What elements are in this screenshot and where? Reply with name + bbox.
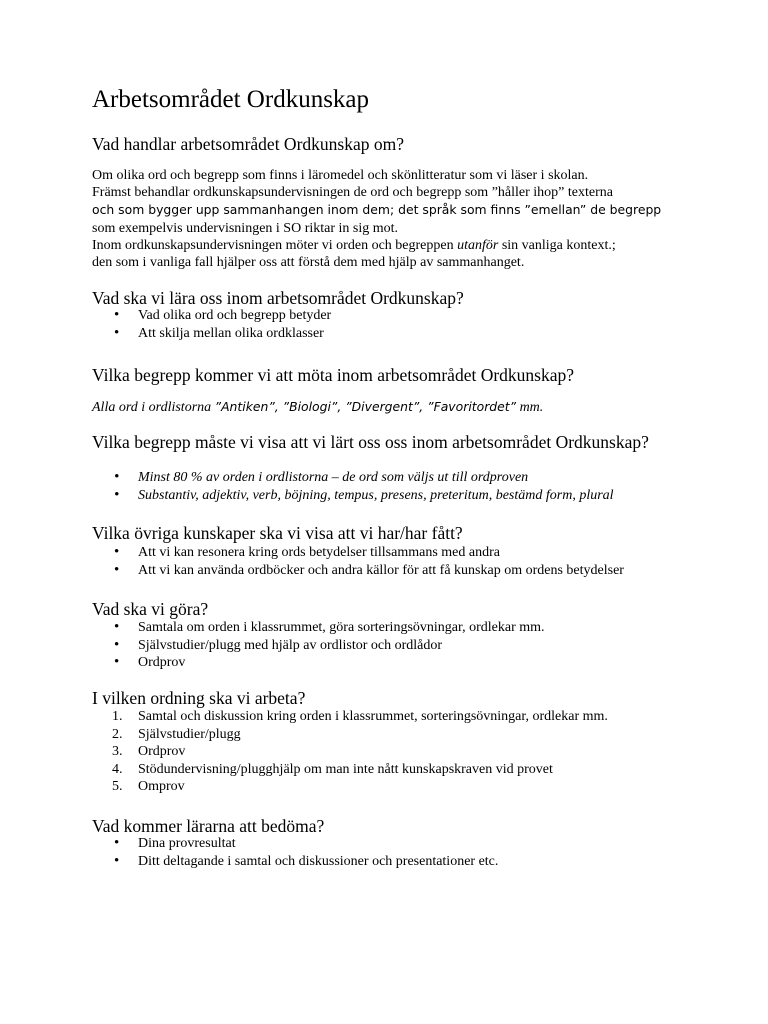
item-number: 2. bbox=[112, 726, 123, 742]
item-number: 1. bbox=[112, 709, 123, 724]
item-text: Omprov bbox=[138, 779, 185, 795]
item-text: Ordprov bbox=[138, 744, 186, 760]
list-item: • Att vi kan använda ordböcker och andra källor för att få kunskap om ordens betydelser bbox=[92, 562, 624, 580]
list-item bbox=[92, 778, 608, 796]
order-list bbox=[92, 708, 608, 796]
list-item: • Samtala om orden i klassrummet, göra sorteringsövningar, ordlekar mm. bbox=[92, 619, 545, 637]
list-item: • Ditt deltagande i samtal och diskussioner och presentationer etc. bbox=[92, 853, 498, 871]
list-item: • Ordprov bbox=[92, 654, 545, 672]
list-item bbox=[92, 726, 608, 744]
intro-line-5-emphasis: utanför bbox=[457, 237, 499, 253]
learn-list bbox=[92, 307, 331, 342]
item-text: Samtal och diskussion kring orden i klassrummet, sorteringsövningar, ordlekar mm. bbox=[138, 709, 608, 724]
meet-terms: ”Antiken”, ”Biologi”, ”Divergent”, ”Favoritordet” bbox=[214, 399, 517, 414]
meet-paragraph bbox=[92, 398, 543, 416]
skills-list bbox=[92, 544, 624, 579]
item-number: 5. bbox=[112, 779, 123, 795]
intro-paragraph bbox=[92, 167, 661, 271]
assess-heading: Vad kommer lärarna att bedöma? bbox=[92, 816, 325, 836]
learn-heading: Vad ska vi lära oss inom arbetsområdet Ordkunskap? bbox=[92, 288, 464, 308]
item-text: Stödundervisning/plugghjälp om man inte nått kunskapskraven vid provet bbox=[138, 761, 553, 777]
list-item: • Substantiv, adjektiv, verb, böjning, tempus, presens, preteritum, bestämd form, plural bbox=[92, 487, 614, 505]
meet-prefix: Alla ord i ordlistorna bbox=[92, 400, 215, 415]
list-item bbox=[92, 743, 608, 761]
item-number: 3. bbox=[112, 744, 123, 760]
intro-heading: Vad handlar arbetsområdet Ordkunskap om? bbox=[92, 134, 404, 154]
list-item: • Att skilja mellan olika ordklasser bbox=[92, 325, 331, 343]
meet-heading: Vilka begrepp kommer vi att möta inom arbetsområdet Ordkunskap? bbox=[92, 365, 575, 385]
intro-line-5a: Inom ordkunskapsundervisningen möter vi orden och begreppen bbox=[92, 237, 458, 253]
intro-line-2: Främst behandlar ordkunskapsundervisningen de ord och begrepp som ”håller ihop” texterna bbox=[92, 185, 613, 201]
show-heading: Vilka begrepp måste vi visa att vi lärt oss oss inom arbetsområdet Ordkunskap? bbox=[92, 432, 649, 452]
intro-line-4: som exempelvis undervisningen i SO riktar in sig mot. bbox=[92, 220, 399, 236]
meet-suffix: mm. bbox=[516, 400, 544, 415]
skills-heading: Vilka övriga kunskaper ska vi visa att vi har/har fått? bbox=[92, 523, 463, 543]
list-item: • Vad olika ord och begrepp betyder bbox=[92, 307, 331, 325]
list-item: • Dina provresultat bbox=[92, 835, 498, 853]
intro-line-3a: och som bygger upp sammanhangen inom dem; bbox=[92, 202, 395, 218]
do-list bbox=[92, 619, 545, 672]
list-item bbox=[92, 708, 608, 726]
assess-list bbox=[92, 835, 498, 870]
intro-line-6: den som i vanliga fall hjälper oss att förstå dem med hjälp av sammanhanget. bbox=[92, 255, 525, 271]
show-list bbox=[92, 469, 614, 504]
do-heading: Vad ska vi göra? bbox=[92, 599, 209, 619]
intro-line-3b: det språk som finns ”emellan” de begrepp bbox=[394, 202, 662, 218]
intro-line-1: Om olika ord och begrepp som finns i läromedel och skönlitteratur som vi läser i skolan. bbox=[92, 168, 589, 183]
item-text: Självstudier/plugg bbox=[138, 726, 241, 742]
list-item: • Minst 80 % av orden i ordlistorna – de ord som väljs ut till ordproven bbox=[92, 469, 614, 487]
order-heading: I vilken ordning ska vi arbeta? bbox=[92, 688, 306, 708]
list-item: • Självstudier/plugg med hjälp av ordlistor och ordlådor bbox=[92, 637, 545, 655]
page-title: Arbetsområdet Ordkunskap bbox=[92, 86, 370, 113]
list-item: • Att vi kan resonera kring ords betydelser tillsammans med andra bbox=[92, 544, 624, 562]
item-number: 4. bbox=[112, 761, 123, 777]
list-item bbox=[92, 761, 608, 779]
intro-line-5b: sin vanliga kontext.; bbox=[498, 237, 616, 253]
